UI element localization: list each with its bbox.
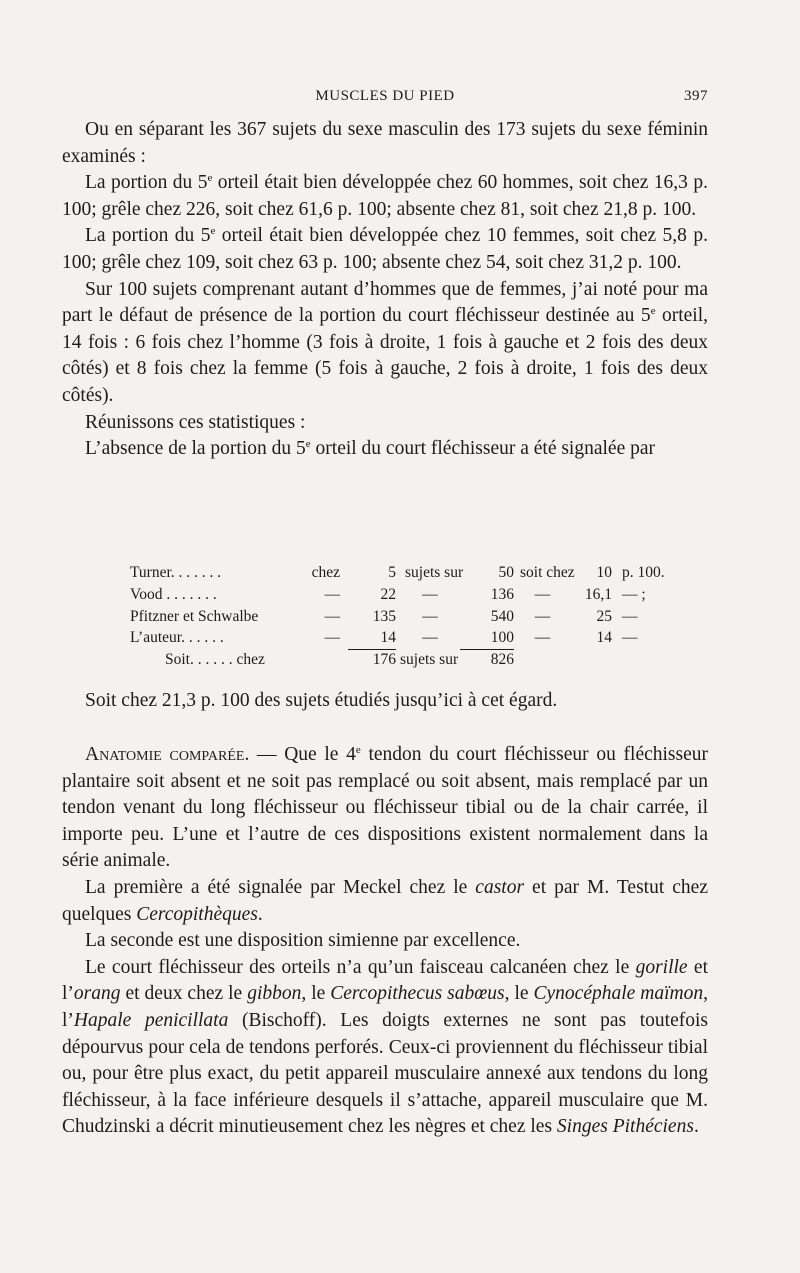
table-cell: — — [622, 607, 638, 625]
paragraph: Anatomie comparée. — Que le 4e tendon du court fléchisseur ou fléchisseur plantaire soit absent et ne soit pas remplacé ou soit absent, mais remplacé par un tendon venant du long fléchisseur ou fléchisseur tibial ou de la chair carrée, il importe peu. L’une et l’autre de ces dispositions existent normalement dans la série animale. — [62, 744, 708, 872]
page-number: 397 — [684, 88, 708, 104]
running-header — [62, 88, 708, 112]
table-cell: 135 — [372, 607, 396, 625]
table-cell: 14 — [348, 627, 396, 650]
running-title: MUSCLES DU PIED — [315, 88, 455, 104]
paragraph: Réunissons ces statistiques : — [85, 411, 306, 433]
table-cell: chez — [311, 564, 340, 581]
table-cell: 22 — [380, 585, 396, 603]
table-cell: soit chez — [520, 564, 575, 581]
total-label: Soit. . . . . . chez — [165, 651, 265, 669]
table-cell: — — [422, 585, 438, 603]
table-cell: 5 — [388, 564, 396, 581]
total-of: 826 — [490, 651, 514, 669]
paragraph: Le court fléchisseur des orteils n’a qu’un faisceau calcanéen chez le gorille et l’orang et deux chez le gibbon, le Cercopithecus sabœus, le Cynocéphale maïmon, l’Hapale penicillata (Bischoff). Les doigts externes ne sont pas toutefois dépourvus pour cela de tendons perforés. Ceux-ci proviennent du fléchisseur tibial ou, pour être plus exact, du petit appareil musculaire annexé aux tendons du long fléchisseur, à la face inférieure desquels il s’attache, appareil musculaire que M. Chudzinski a décrit minutieusement chez les nègres et chez les Singes Pithéciens. — [62, 956, 708, 1138]
table-cell: — — [622, 629, 638, 647]
table-cell: Pfitzner et Schwalbe — [130, 607, 259, 625]
table-total-row — [130, 649, 690, 671]
paragraph: La première a été signalée par Meckel chez le castor et par M. Testut chez quelques Cercopithèques. — [62, 876, 708, 925]
table-row — [130, 627, 690, 649]
paragraph: Sur 100 sujets comprenant autant d’hommes que de femmes, j’ai noté pour ma part le défaut de présence de la portion du court fléchisseur destinée au 5e orteil, 14 fois : 6 fois chez l’homme (3 fois à droite, 1 fois à gauche et 2 fois des deux côtés) et 8 fois chez la femme (5 fois à gauche, 2 fois à droite, 1 fois des deux côtés). — [62, 278, 708, 406]
total-subjects: 176 — [372, 651, 396, 669]
summary-line — [62, 688, 708, 715]
table-cell: Turner. . . . . . . — [130, 564, 222, 581]
table-cell: L’auteur. . . . . . — [130, 629, 224, 647]
paragraph: Ou en séparant les 367 sujets du sexe masculin des 173 sujets du sexe féminin examinés : — [62, 119, 708, 167]
table-row — [130, 584, 690, 606]
table-cell: — — [324, 607, 340, 625]
table-cell: 540 — [490, 607, 514, 625]
table-cell: p. 100. — [622, 564, 665, 581]
table-cell: 10 — [596, 564, 612, 581]
table-cell: — — [534, 585, 551, 603]
statistics-table — [130, 562, 690, 671]
anatomy-section — [62, 742, 708, 1141]
table-cell: 100 — [460, 627, 514, 650]
table-cell: — — [534, 607, 551, 625]
table-cell: — — [422, 629, 438, 647]
table-cell: — — [534, 629, 551, 647]
paragraph: La portion du 5e orteil était bien développée chez 60 hommes, soit chez 16,3 p. 100; grêle chez 226, soit chez 61,6 p. 100; absente chez 81, soit chez 21,8 p. 100. — [62, 172, 708, 220]
table-cell: — — [324, 585, 340, 603]
table-cell: 14 — [596, 629, 612, 647]
table-row — [130, 606, 690, 628]
table-cell: 16,1 — [584, 585, 612, 603]
paragraph: L’absence de la portion du 5e orteil du court fléchisseur a été signalée par — [85, 438, 656, 460]
paragraph: La seconde est une disposition simienne par excellence. — [85, 930, 521, 952]
table-cell: 136 — [490, 585, 514, 603]
total-text: sujets sur — [400, 651, 459, 669]
paragraph: La portion du 5e orteil était bien développée chez 10 femmes, soit chez 5,8 p. 100; grêle chez 109, soit chez 63 p. 100; absente chez 54, soit chez 31,2 p. 100. — [62, 225, 708, 273]
table-cell: 50 — [498, 564, 514, 581]
table-cell: — — [324, 629, 340, 647]
table-cell: sujets sur — [405, 564, 464, 581]
paragraph: Soit chez 21,3 p. 100 des sujets étudiés jusqu’ici à cet égard. — [85, 690, 558, 711]
table-row — [130, 562, 690, 584]
table-cell: — ; — [622, 585, 646, 603]
intro-text — [62, 117, 708, 463]
table-cell: Vood . . . . . . . — [130, 585, 217, 603]
table-cell: — — [422, 607, 438, 625]
table-cell: 25 — [596, 607, 612, 625]
